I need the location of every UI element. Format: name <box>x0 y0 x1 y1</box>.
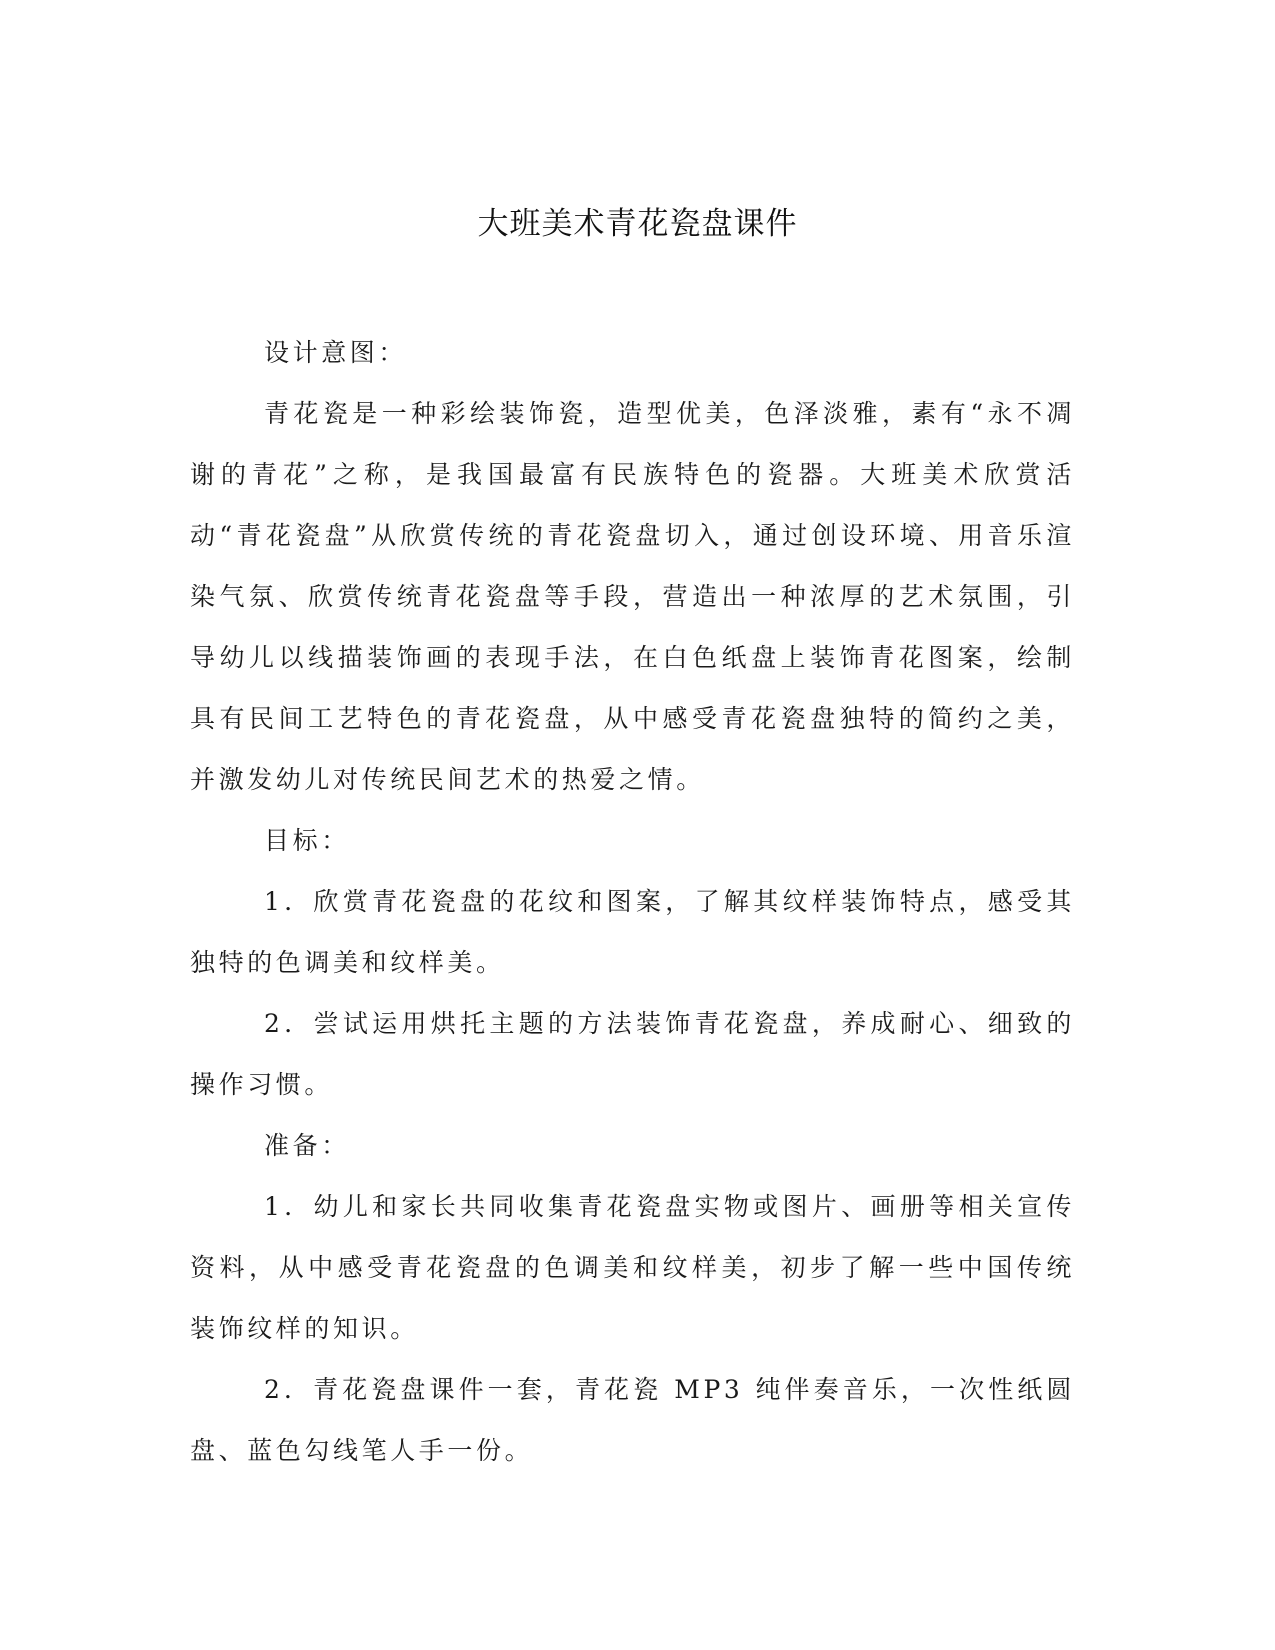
paragraph-design-intent: 青花瓷是一种彩绘装饰瓷，造型优美，色泽淡雅，素有“永不凋谢的青花”之称，是我国最富有民族特色的瓷器。大班美术欣赏活动“青花瓷盘”从欣赏传统的青花瓷盘切入，通过创设环境、用音乐渲染气氛、欣赏传统青花瓷盘等手段，营造出一种浓厚的艺术氛围，引导幼儿以线描装饰画的表现手法，在白色纸盘上装饰青花图案，绘制具有民间工艺特色的青花瓷盘，从中感受青花瓷盘独特的简约之美，并激发幼儿对传统民间艺术的热爱之情。 <box>190 399 1075 794</box>
document-title: 大班美术青花瓷盘课件 <box>477 206 798 242</box>
document-body <box>190 322 1075 1481</box>
paragraph-design-intent-heading: 设计意图： <box>264 338 408 367</box>
paragraph-preparation-heading: 准备： <box>264 1131 350 1160</box>
paragraph-preparation-1: 1．幼儿和家长共同收集青花瓷盘实物或图片、画册等相关宣传资料，从中感受青花瓷盘的色调美和纹样美，初步了解一些中国传统装饰纹样的知识。 <box>190 1192 1075 1343</box>
paragraph-goals-heading: 目标： <box>264 826 350 855</box>
paragraph-goal-1: 1．欣赏青花瓷盘的花纹和图案，了解其纹样装饰特点，感受其独特的色调美和纹样美。 <box>190 887 1075 977</box>
paragraph-goal-2: 2．尝试运用烘托主题的方法装饰青花瓷盘，养成耐心、细致的操作习惯。 <box>190 1009 1075 1099</box>
paragraph-preparation-2: 2．青花瓷盘课件一套，青花瓷 MP3 纯伴奏音乐，一次性纸圆盘、蓝色勾线笔人手一份。 <box>190 1375 1075 1465</box>
